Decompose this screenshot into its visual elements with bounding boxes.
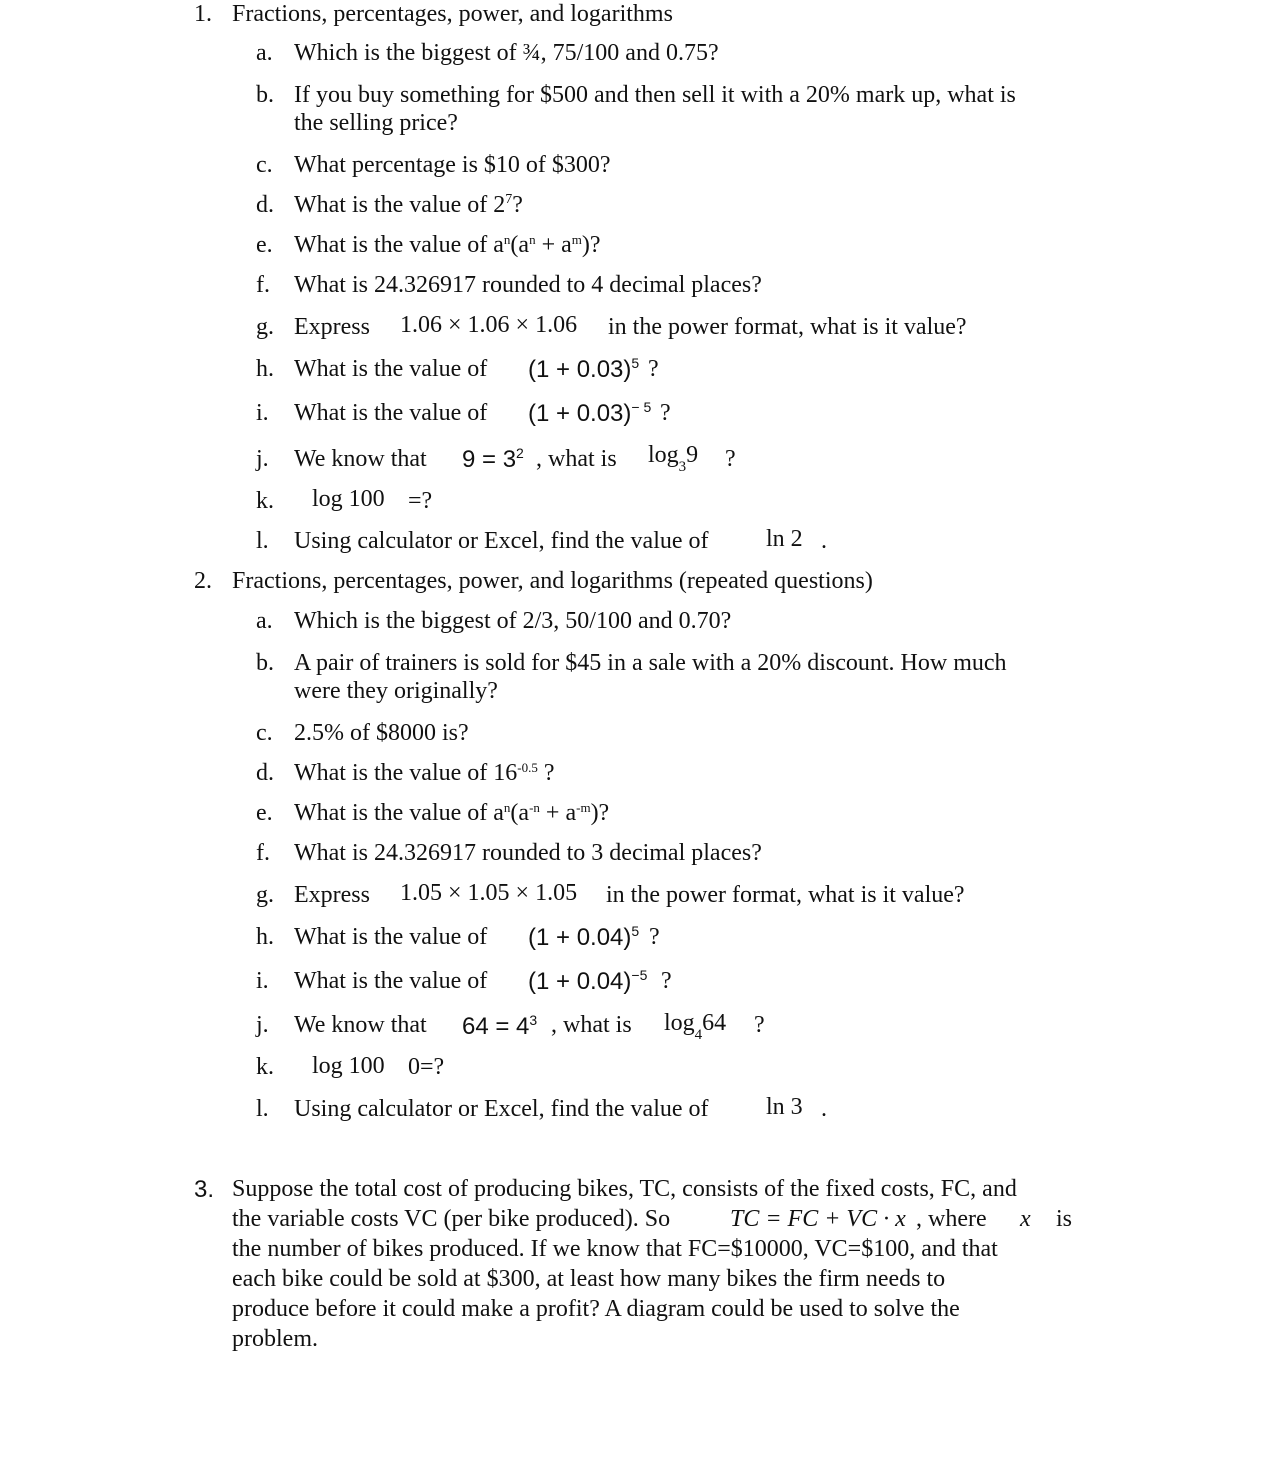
text-part: )? <box>581 232 601 258</box>
question-text: in the power format, what is it value? <box>608 314 967 340</box>
question-text: Which is the biggest of ¾, 75/100 and 0.75? <box>294 40 719 66</box>
paragraph-line: produce before it could make a profit? A diagram could be used to solve the <box>232 1296 960 1322</box>
text-part: + a <box>539 800 577 826</box>
item-letter: h. <box>256 356 274 382</box>
question-text: in the power format, what is it value? <box>606 882 965 908</box>
question-text: Express <box>294 882 370 908</box>
item-letter: k. <box>256 488 274 514</box>
section-number: 2. <box>194 568 212 594</box>
question-text: Express <box>294 314 370 340</box>
text-part: )? <box>590 800 610 826</box>
item-letter: l. <box>256 1096 269 1122</box>
text-part: What is the value of a <box>294 800 504 826</box>
exponent: 3 <box>529 1012 538 1028</box>
question-text: =? <box>408 488 433 514</box>
item-letter: c. <box>256 152 273 178</box>
math-expression <box>528 356 639 384</box>
question-text: What is 24.326917 rounded to 4 decimal places? <box>294 272 762 298</box>
item-letter: a. <box>256 608 273 634</box>
question-text-line2: the selling price? <box>294 110 458 136</box>
question-text <box>294 799 609 827</box>
question-text: What is the value of <box>294 924 488 950</box>
question-mark: ? <box>754 1012 765 1038</box>
text-part: the variable costs VC (per bike produced). So <box>232 1206 671 1232</box>
math-expression: log 100 <box>312 1053 385 1079</box>
item-letter: g. <box>256 882 274 908</box>
question-mark: ? <box>648 356 659 382</box>
question-text-line1: If you buy something for $500 and then sell it with a 20% mark up, what is <box>294 82 1016 108</box>
math-log <box>664 1009 727 1043</box>
item-letter: i. <box>256 968 269 994</box>
question-text: , what is <box>551 1012 632 1038</box>
question-text: Which is the biggest of 2/3, 50/100 and 0.70? <box>294 608 732 634</box>
item-letter: a. <box>256 40 273 66</box>
text-part: + a <box>535 232 572 258</box>
item-letter: f. <box>256 272 270 298</box>
math-expression: 1.05 × 1.05 × 1.05 <box>400 880 578 906</box>
math-equation: TC = FC + VC · x <box>730 1206 906 1232</box>
math-expression <box>528 400 651 428</box>
math-base: (1 + 0.03) <box>528 400 632 427</box>
text-part: What is the value of a <box>294 232 504 258</box>
period: . <box>821 528 827 554</box>
exponent: -0.5 <box>517 760 538 775</box>
math-base: (1 + 0.04) <box>528 968 632 995</box>
question-text: Using calculator or Excel, find the value of <box>294 528 709 554</box>
log-argument: 9 <box>686 442 699 468</box>
exponent: 5 <box>631 923 640 939</box>
log-base: 4 <box>694 1027 703 1043</box>
exponent: n <box>529 232 536 247</box>
section-number: 1. <box>194 1 212 27</box>
item-letter: d. <box>256 192 274 218</box>
question-text <box>294 191 523 219</box>
question-text: 0=? <box>408 1054 445 1080</box>
log-argument: 64 <box>702 1010 727 1036</box>
item-letter: d. <box>256 760 274 786</box>
paragraph-line: Suppose the total cost of producing bikes, TC, consists of the fixed costs, FC, and <box>232 1176 1017 1202</box>
section-title: Fractions, percentages, power, and logarithms <box>232 1 673 27</box>
item-letter: k. <box>256 1054 274 1080</box>
item-letter: j. <box>256 446 269 472</box>
item-letter: f. <box>256 840 270 866</box>
text-part: What is the value of 2 <box>294 192 506 218</box>
exponent: 5 <box>631 355 640 371</box>
paragraph-line <box>232 1204 1092 1234</box>
item-letter: h. <box>256 924 274 950</box>
math-expression: ln 3 <box>766 1094 803 1120</box>
text-part: (a <box>510 232 530 258</box>
item-letter: j. <box>256 1012 269 1038</box>
exponent: -m <box>576 800 591 815</box>
question-text: We know that <box>294 1012 427 1038</box>
exponent: m <box>571 232 582 247</box>
question-text <box>294 759 555 787</box>
math-base: (1 + 0.03) <box>528 356 632 383</box>
text-part: ? <box>512 192 523 218</box>
item-letter: c. <box>256 720 273 746</box>
question-mark: ? <box>660 400 671 426</box>
text-part: What is the value of 16 <box>294 760 518 786</box>
period: . <box>821 1096 827 1122</box>
question-text-line2: were they originally? <box>294 678 498 704</box>
log-base: 3 <box>678 459 687 475</box>
paragraph-line: problem. <box>232 1326 318 1352</box>
question-text <box>294 231 601 259</box>
exponent: n <box>503 800 511 815</box>
question-text: Using calculator or Excel, find the value of <box>294 1096 709 1122</box>
text-part: , where <box>916 1206 987 1232</box>
log-symbol: log <box>648 442 679 468</box>
text-part: (a <box>510 800 530 826</box>
text-part: ? <box>537 760 555 786</box>
math-equation <box>462 446 524 474</box>
question-text: What percentage is $10 of $300? <box>294 152 611 178</box>
question-text: What is the value of <box>294 400 488 426</box>
text-part: is <box>1056 1206 1073 1232</box>
math-variable: x <box>1020 1206 1031 1232</box>
question-text: 2.5% of $8000 is? <box>294 720 469 746</box>
math-log <box>648 441 699 475</box>
question-mark: ? <box>661 968 672 994</box>
math-expression <box>528 924 639 952</box>
item-letter: e. <box>256 232 273 258</box>
paragraph-line: the number of bikes produced. If we know that FC=$10000, VC=$100, and that <box>232 1236 998 1262</box>
item-letter: e. <box>256 800 273 826</box>
question-text: What is the value of <box>294 356 488 382</box>
exponent: n <box>503 232 511 247</box>
section-number: 3. <box>194 1176 215 1203</box>
exponent: − 5 <box>631 399 652 415</box>
question-text-line1: A pair of trainers is sold for $45 in a sale with a 20% discount. How much <box>294 650 1007 676</box>
question-text: What is the value of <box>294 968 488 994</box>
math-base: 9 = 3 <box>462 446 517 473</box>
question-text: , what is <box>536 446 617 472</box>
item-letter: b. <box>256 650 274 676</box>
math-expression: log 100 <box>312 486 385 512</box>
log-symbol: log <box>664 1010 695 1036</box>
item-letter: l. <box>256 528 269 554</box>
question-text: We know that <box>294 446 427 472</box>
math-expression: 1.06 × 1.06 × 1.06 <box>400 312 578 338</box>
exponent: 7 <box>505 192 513 207</box>
question-mark: ? <box>725 446 736 472</box>
math-base: (1 + 0.04) <box>528 924 632 951</box>
section-paragraph <box>232 1174 1092 1354</box>
item-letter: i. <box>256 400 269 426</box>
section-title: Fractions, percentages, power, and logarithms (repeated questions) <box>232 568 873 594</box>
math-base: 64 = 4 <box>462 1013 530 1040</box>
math-expression: ln 2 <box>766 526 803 552</box>
math-equation <box>462 1013 537 1041</box>
item-letter: g. <box>256 314 274 340</box>
math-expression <box>528 968 647 996</box>
paragraph-line: each bike could be sold at $300, at least how many bikes the firm needs to <box>232 1266 946 1292</box>
question-mark: ? <box>649 924 660 950</box>
item-letter: b. <box>256 82 274 108</box>
exponent: 2 <box>516 445 524 461</box>
exponent: -n <box>529 800 540 815</box>
question-text: What is 24.326917 rounded to 3 decimal places? <box>294 840 762 866</box>
exponent: −5 <box>631 967 648 983</box>
